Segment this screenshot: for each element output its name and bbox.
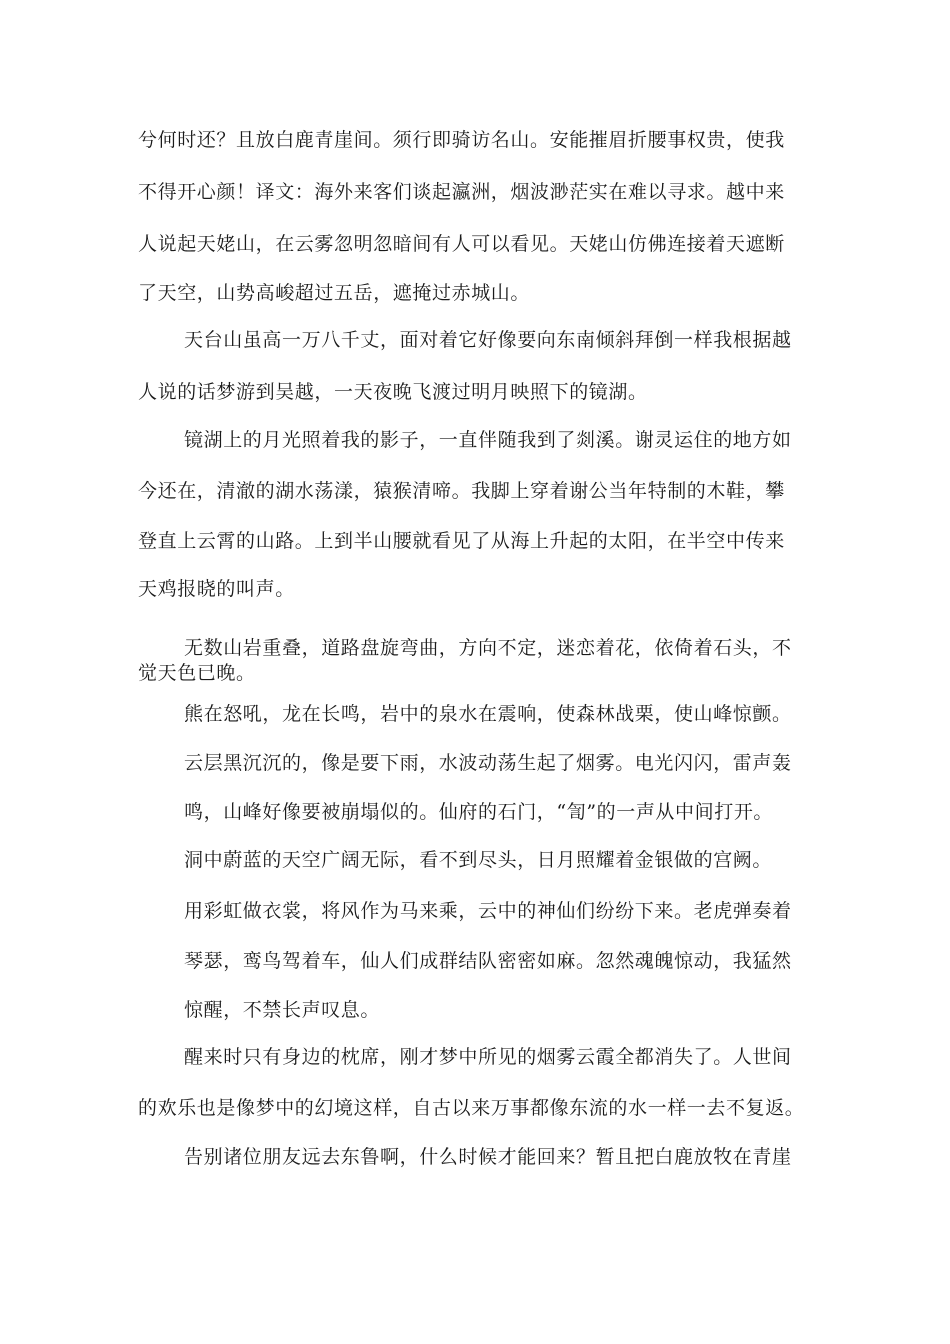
paragraph-start-line: 熊在怒吼，龙在长鸣，岩中的泉水在震响，使森林战栗，使山峰惊颤。: [184, 703, 792, 725]
text-line: 人说的话梦游到吴越，一天夜晚飞渡过明月映照下的镜湖。: [138, 381, 648, 403]
paragraph-start-line: 醒来时只有身边的枕席，刚才梦中所见的烟雾云霞全都消失了。人世间: [184, 1046, 792, 1068]
text-line: 鸣，山峰好像要被崩塌似的。仙府的石门，“訇”的一声从中间打开。: [184, 801, 774, 823]
paragraph-start-line: 洞中蔚蓝的天空广阔无际，看不到尽头，日月照耀着金银做的宫阙。: [184, 849, 773, 871]
text-line: 觉天色已晚。: [138, 662, 256, 684]
text-line: 不得开心颜！译文：海外来客们谈起瀛洲，烟波渺茫实在难以寻求。越中来: [138, 181, 785, 203]
text-line: 兮何时还？且放白鹿青崖间。须行即骑访名山。安能摧眉折腰事权贵，使我: [138, 129, 785, 151]
text-line: 的欢乐也是像梦中的幻境这样，自古以来万事都像东流的水一样一去不复返。: [138, 1097, 805, 1119]
paragraph-start-line: 告别诸位朋友远去东鲁啊，什么时候才能回来？暂且把白鹿放牧在青崖: [184, 1146, 792, 1168]
text-line: 今还在，清澈的湖水荡漾，猿猴清啼。我脚上穿着谢公当年特制的木鞋，攀: [138, 480, 785, 502]
text-line: 登直上云霄的山路。上到半山腰就看见了从海上升起的太阳，在半空中传来: [138, 530, 785, 552]
text-line: 惊醒，不禁长声叹息。: [184, 999, 381, 1021]
paragraph-start-line: 用彩虹做衣裳，将风作为马来乘，云中的神仙们纷纷下来。老虎弹奏着: [184, 900, 792, 922]
paragraph-start-line: 云层黑沉沉的，像是要下雨，水波动荡生起了烟雾。电光闪闪，雷声轰: [184, 752, 792, 774]
text-line: 琴瑟，鸾鸟驾着车，仙人们成群结队密密如麻。忽然魂魄惊动，我猛然: [184, 950, 792, 972]
text-line: 天鸡报晓的叫声。: [138, 578, 295, 600]
paragraph-start-line: 无数山岩重叠，道路盘旋弯曲，方向不定，迷恋着花，依倚着石头，不: [184, 637, 792, 659]
paragraph-start-line: 镜湖上的月光照着我的影子，一直伴随我到了剡溪。谢灵运住的地方如: [184, 429, 792, 451]
paragraph-start-line: 天台山虽高一万八千丈，面对着它好像要向东南倾斜拜倒一样我根据越: [184, 329, 792, 351]
text-line: 人说起天姥山，在云雾忽明忽暗间有人可以看见。天姥山仿佛连接着天遮断: [138, 233, 785, 255]
text-line: 了天空，山势高峻超过五岳，遮掩过赤城山。: [138, 282, 531, 304]
